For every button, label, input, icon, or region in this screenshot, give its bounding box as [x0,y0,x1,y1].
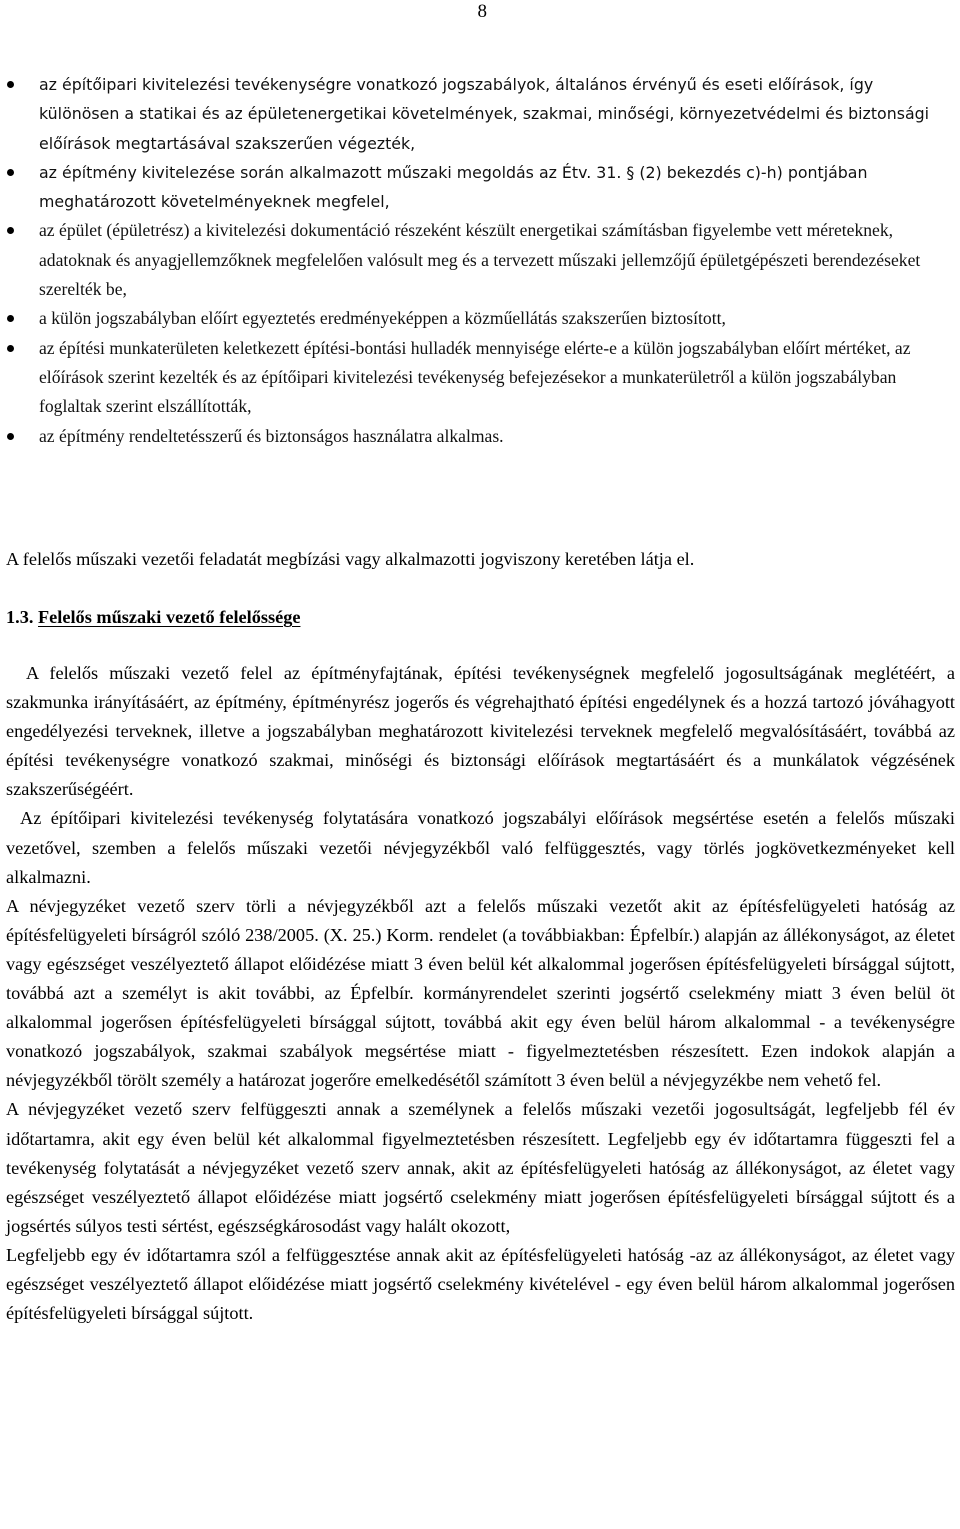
bullet-item [0,304,960,333]
body-paragraph: Az építőipari kivitelezési tevékenység folytatására vonatkozó jogszabályi előírások megsértése esetén a felelős műszaki vezetővel, szemben a felelős műszaki vezetői névjegyzékből való felfüggesztés, vagy törlés jogkövetkezményeket kell alkalmazni. [6,808,955,887]
section-number: 1.3. [6,607,34,627]
bullet-item [0,334,960,422]
requirements-bullet-list [0,70,960,451]
bullet-icon [7,345,14,352]
bullet-text: az építmény kivitelezése során alkalmazott műszaki megoldás az Étv. 31. § (2) bekezdés c)-h) pontjában meghatározott követelményeknek megfelel, [39,162,868,212]
body-paragraph: A névjegyzéket vezető szerv törli a névjegyzékből azt a felelős műszaki vezetőt akit az építésfelügyeleti hatóság az építésfelügyeleti bírságról szóló 238/2005. (X. 25.) Korm. rendelet (a továbbiakban: Épfelbír.) alapján az állékonyságot, az életet vagy egészséget veszélyeztető állapot előidézése miatt 3 éven belül két alkalommal jogerősen építésfelügyeleti bírsággal sújtott, továbbá azt a személyt is akit további, az Épfelbír. kormányrendelet szerinti jogsértő cselekmény miatt 3 éven belül öt alkalommal jogerősen építésfelügyeleti bírsággal sújtott, továbbá akit egy éven belül három alkalommal - a tevékenységre vonatkozó jogszabályok, szakmai szabályok megsértése miatt - figyelmeztetésben részesített. Ezen indokok alapján a névjegyzékből törölt személy a határozat jogerőre emelkedésétől számított 3 éven belül a névjegyzékbe nem vehető fel. [6,895,955,1091]
bullet-text: az építőipari kivitelezési tevékenységre vonatkozó jogszabályok, általános érvényű és eseti előírások, így különösen a statikai és az épületenergetikai követelmények, szakmai, minőségi, környezetvédelmi és biztonsági előírások megtartásával szakszerűen végezték, [39,75,930,153]
section-body [6,659,955,1328]
bullet-icon [7,81,14,88]
bullet-text: az építmény rendeltetésszerű és biztonságos használatra alkalmas. [39,425,504,446]
bullet-text: a külön jogszabályban előírt egyeztetés eredményeképpen a közműellátás szakszerűen biztosított, [39,308,726,329]
body-paragraph: A felelős műszaki vezető felel az építményfajtának, építési tevékenységnek megfelelő jogosultságának meglétéért, a szakmunka irányításáért, az építmény, építményrész jogerős és végrehajtható építési engedélynek és a hozzá tartozó jóváhagyott engedélyezési terveknek, illetve a jogszabályban meghatározott kivitelezési terveknek megfelelő megvalósításáért, továbbá az építési tevékenységre vonatkozó szakmai, minőségi és biztonsági előírások megtartásáért és a munkálatok végzésének szakszerűségéért. [6,663,955,800]
body-paragraph: Legfeljebb egy év időtartamra szól a felfüggesztése annak akit az építésfelügyeleti hatóság -az az állékonyságot, az életet vagy egészséget veszélyeztető állapot előidézése miatt jogsértő cselekmény kivételével - egy éven belül három alkalommal jogerősen építésfelügyeleti bírsággal sújtott. [6,1244,955,1324]
bullet-icon [7,433,14,440]
bullet-text: az épület (épületrész) a kivitelezési dokumentáció részeként készült energetikai számításban figyelembe vett méreteknek, adatoknak és anyagjellemzőknek megfelelően valósult meg és a tervezett műszaki jellemzőjű épületgépészeti berendezéseket szerelték be, [39,220,921,300]
bullet-item [0,422,960,451]
bullet-item [0,70,960,158]
section-title: Felelős műszaki vezető felelőssége [38,607,301,627]
summary-sentence: A felelős műszaki vezetői feladatát megbízási vagy alkalmazotti jogviszony keretében látja el. [6,549,695,569]
bullet-text: az építési munkaterületen keletkezett építési-bontási hulladék mennyisége elérte-e a külön jogszabályban előírt mértéket, az előírások szerint kezelték és az építőipari kivitelezési tevékenység befejezésekor a munkaterületről a külön jogszabályban foglaltak szerint elszállították, [39,337,911,417]
bullet-item [0,158,960,217]
bullet-item [0,216,960,304]
page-number: 8 [477,1,487,22]
section-heading [6,603,300,632]
bullet-icon [7,227,14,234]
body-paragraph: A névjegyzéket vezető szerv felfüggeszti annak a személynek a felelős műszaki vezetői jogosultságát, legfeljebb fél év időtartamra, akit egy éven belül két alkalommal figyelmeztetésben részesített. Legfeljebb egy év időtartamra függeszti fel a tevékenység folytatását a névjegyzéket vezető szerv annak, akit az építésfelügyeleti hatóság az állékonyságot, az életet vagy egészséget veszélyeztető állapot előidézése miatt jogsértő cselekmény miatt jogerősen építésfelügyeleti bírsággal sújtott és a jogsértés súlyos testi sértést, egészségkárosodást vagy halált okozott, [6,1099,955,1236]
bullet-icon [7,315,14,322]
bullet-icon [7,169,14,176]
